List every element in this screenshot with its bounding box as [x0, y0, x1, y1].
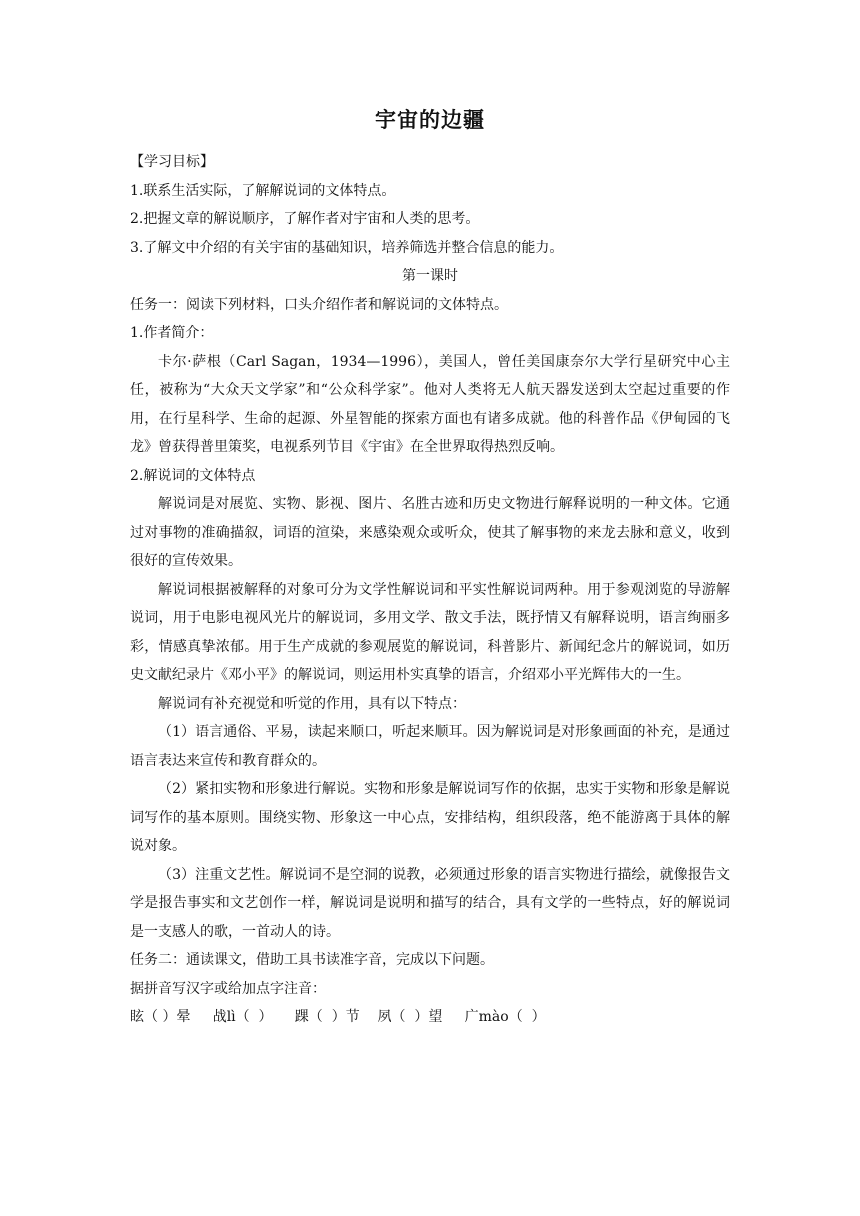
objective-item: 3.了解文中介绍的有关宇宙的基础知识，培养筛选并整合信息的能力。 — [130, 239, 564, 256]
document-title: 宇宙的边疆 — [375, 108, 485, 132]
author-paragraph: 卡尔·萨根（Carl Sagan，1934—1996），美国人，曾任美国康奈尔大学行星研究中心主任，被称为“大众天文学家”和“公众科学家”。他对人类将无人航天器发送到太空起过重要的作用，在行星科学、生命的起源、外星智能的探索方面也有诸多成就。他的科普作品《伊甸园的飞龙》曾获得普里策奖，电视系列节目《宇宙》在全世界取得热烈反响。 — [130, 353, 730, 455]
author-heading: 1.作者简介： — [130, 325, 214, 341]
lesson-label: 第一课时 — [402, 268, 458, 284]
genre-paragraph-1: 解说词是对展览、实物、影视、图片、名胜古迹和历史文物进行解释说明的一种文体。它通过对事物的准确描叙，词语的渲染，来感染观众或听众，使其了解事物的来龙去脉和意义，收到很好的宣传效果。 — [130, 496, 730, 569]
objective-item: 2.把握文章的解说顺序，了解作者对宇宙和人类的思考。 — [130, 211, 480, 227]
document-body — [130, 148, 730, 1032]
task-two: 任务二：通读课文，借助工具书读准字音，完成以下问题。 — [130, 952, 494, 968]
genre-paragraph-3: 解说词有补充视觉和听觉的作用，具有以下特点： — [158, 695, 466, 712]
objectives-heading: 【学习目标】 — [130, 154, 214, 170]
task-one: 任务一：阅读下列材料，口头介绍作者和解说词的文体特点。 — [130, 296, 508, 313]
feature-item: （3）注重文艺性。解说词不是空洞的说教，必须通过形象的语言实物进行描绘，就像报告文学是报告事实和文艺创作一样，解说词是说明和描写的结合，具有文学的一些特点，好的解说词是一支感人的歌，一首动人的诗。 — [130, 866, 730, 940]
genre-heading: 2.解说词的文体特点 — [130, 467, 256, 484]
feature-item: （1）语言通俗、平易，读起来顺口，听起来顺耳。因为解说词是对形象画面的补充，是通过语言表达来宣传和教育群众的。 — [130, 724, 730, 769]
objective-item: 1.联系生活实际，了解解说词的文体特点。 — [130, 182, 396, 199]
genre-paragraph-2: 解说词根据被解释的对象可分为文学性解说词和平实性解说词两种。用于参观浏览的导游解说词，用于电影电视风光片的解说词，多用文学、散文手法，既抒情又有解释说明，语言绚丽多彩，情感真挚浓郁。用于生产成就的参观展览的解说词，科普影片、新闻纪念片的解说词，如历史文献纪录片《邓小平》的解说词，则运用朴实真挚的语言，介绍邓小平光辉伟大的一生。 — [130, 581, 730, 683]
pinyin-exercise: 眩（ ）晕 战lì（ ） 踝（ ）节 夙（ ）望 广mào（ ） — [130, 1009, 546, 1025]
pinyin-prompt: 据拼音写汉字或给加点字注音： — [130, 980, 326, 997]
feature-item: （2）紧扣实物和形象进行解说。实物和形象是解说词写作的依据，忠实于实物和形象是解说词写作的基本原则。围绕实物、形象这一中心点，安排结构，组织段落，绝不能游离于具体的解说对象。 — [130, 781, 730, 854]
